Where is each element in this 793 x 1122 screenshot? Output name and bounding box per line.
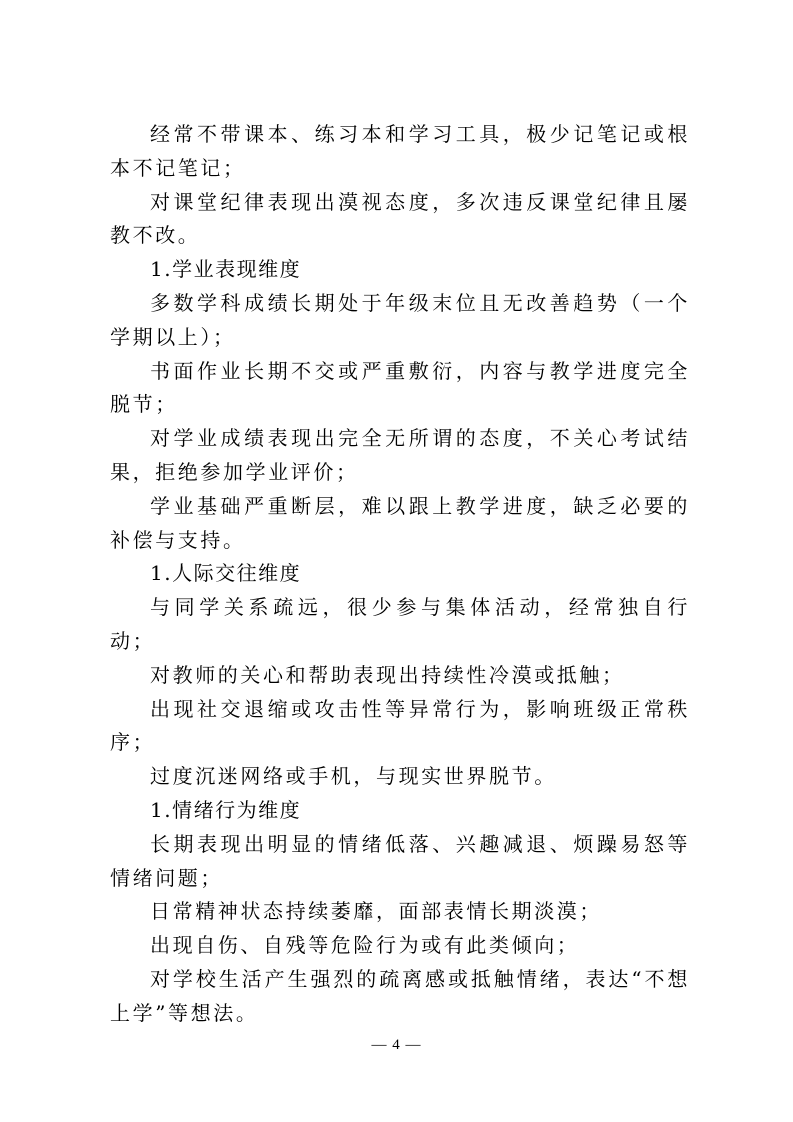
section-heading-social: 1.人际交往维度 bbox=[150, 561, 302, 586]
page-number: — 4 — bbox=[371, 1037, 422, 1053]
paragraph-mood: 长期表现出明显的情绪低落、兴趣减退、烦躁易怒等情绪问题； bbox=[110, 831, 690, 890]
section-heading-emotional: 1.情绪行为维度 bbox=[150, 797, 302, 822]
section-heading-academic: 1.学业表现维度 bbox=[150, 257, 302, 282]
paragraph-internet: 过度沉迷网络或手机，与现实世界脱节。 bbox=[150, 764, 557, 789]
document-body bbox=[110, 118, 690, 1031]
paragraph-school-alienation: 对学校生活产生强烈的疏离感或抵触情绪，表达“不想上学”等想法。 bbox=[110, 966, 690, 1025]
paragraph-homework: 书面作业长期不交或严重敷衍，内容与教学进度完全脱节； bbox=[110, 358, 690, 417]
paragraph-peers: 与同学关系疏远，很少参与集体活动，经常独自行动； bbox=[110, 595, 690, 653]
paragraph-grades: 多数学科成绩长期处于年级末位且无改善趋势（一个学期以上）； bbox=[110, 290, 690, 349]
paragraph-notebook-habits: 经常不带课本、练习本和学习工具，极少记笔记或根本不记笔记； bbox=[110, 122, 690, 180]
paragraph-foundation: 学业基础严重断层，难以跟上教学进度，缺乏必要的补偿与支持。 bbox=[110, 493, 690, 552]
paragraph-teachers: 对教师的关心和帮助表现出持续性冷漠或抵触； bbox=[150, 662, 625, 687]
paragraph-spirit: 日常精神状态持续萎靡，面部表情长期淡漠； bbox=[150, 899, 602, 924]
paragraph-social-withdrawal: 出现社交退缩或攻击性等异常行为，影响班级正常秩序； bbox=[110, 696, 690, 755]
paragraph-classroom-discipline: 对课堂纪律表现出漠视态度，多次违反课堂纪律且屡教不改。 bbox=[110, 189, 690, 248]
paragraph-self-harm: 出现自伤、自残等危险行为或有此类倾向； bbox=[150, 933, 580, 958]
paragraph-attitude: 对学业成绩表现出完全无所谓的态度，不关心考试结果，拒绝参加学业评价； bbox=[110, 426, 690, 484]
